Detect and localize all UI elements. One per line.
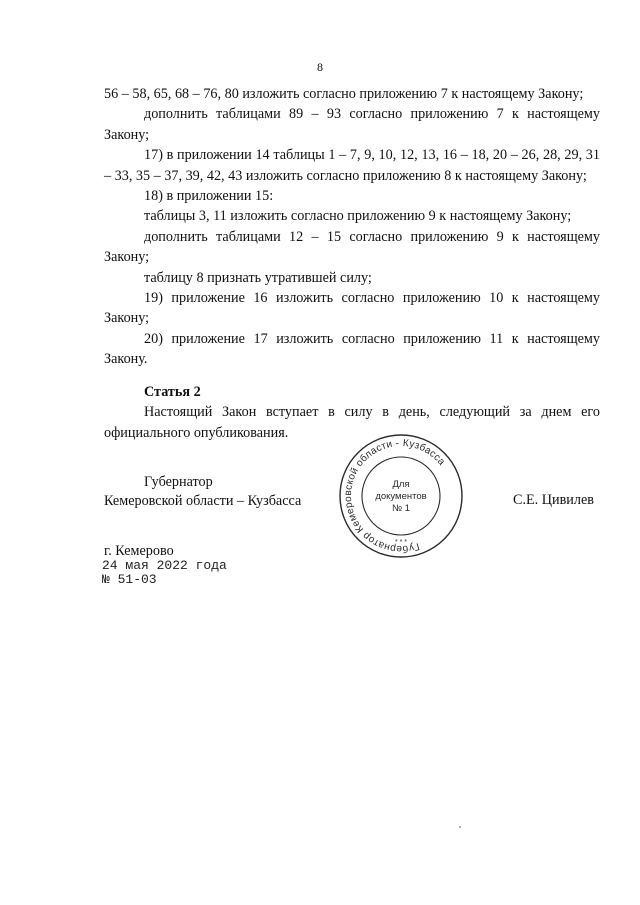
scan-speck xyxy=(459,826,461,828)
paragraph-4: 18) в приложении 15: xyxy=(144,188,274,205)
paragraph-5: таблицы 3, 11 изложить согласно приложению 9 к настоящему Закону; xyxy=(144,208,572,225)
seal-center-line3: № 1 xyxy=(391,503,411,514)
signature-title xyxy=(104,473,301,511)
paragraph-8: 19) приложение 16 изложить согласно приложению 10 к настоящему Закону; xyxy=(104,290,600,327)
document-body xyxy=(104,84,600,443)
official-seal xyxy=(338,433,464,559)
seal-stars: * * * xyxy=(394,539,408,546)
paragraph-9: 20) приложение 17 изложить согласно приложению 11 к настоящему Закону. xyxy=(104,330,600,368)
place-of-signing: г. Кемерово xyxy=(104,543,174,559)
document-date: 24 мая 2022 года xyxy=(102,558,227,573)
signature-title-line1: Губернатор xyxy=(144,474,213,490)
seal-center-line1: Для xyxy=(392,479,410,490)
document-number: № 51-03 xyxy=(102,572,157,587)
paragraph-2: дополнить таблицами 89 – 93 согласно приложению 7 к настоящему Закону; xyxy=(104,106,600,143)
paragraph-3: 17) в приложении 14 таблицы 1 – 7, 9, 10, 12, 13, 16 – 18, 20 – 26, 28, 29, 31 – 33, 35 – 37, 39, 42, 43 изложить согласно приложению 8 к настоящему Закону; xyxy=(104,147,600,184)
paragraph-6: дополнить таблицами 12 – 15 согласно приложению 9 к настоящему Закону; xyxy=(104,228,600,266)
signature-title-line2: Кемеровской области – Кузбасса xyxy=(104,493,302,509)
page-number: 8 xyxy=(317,60,323,74)
article-text: Настоящий Закон вступает в силу в день, следующий за днем его официального опубликования. xyxy=(104,404,600,441)
signatory-name: С.Е. Цивилев xyxy=(513,492,594,508)
seal-ring-text: Губернатор Кемеровской области - Кузбасса xyxy=(342,437,448,555)
article-title: Статья 2 xyxy=(144,383,201,400)
paragraph-7: таблицу 8 признать утратившей силу; xyxy=(144,269,372,286)
paragraph-1: 56 – 58, 65, 68 – 76, 80 изложить согласно приложению 7 к настоящему Закону; xyxy=(104,86,584,102)
seal-center-line2: документов xyxy=(375,491,427,502)
